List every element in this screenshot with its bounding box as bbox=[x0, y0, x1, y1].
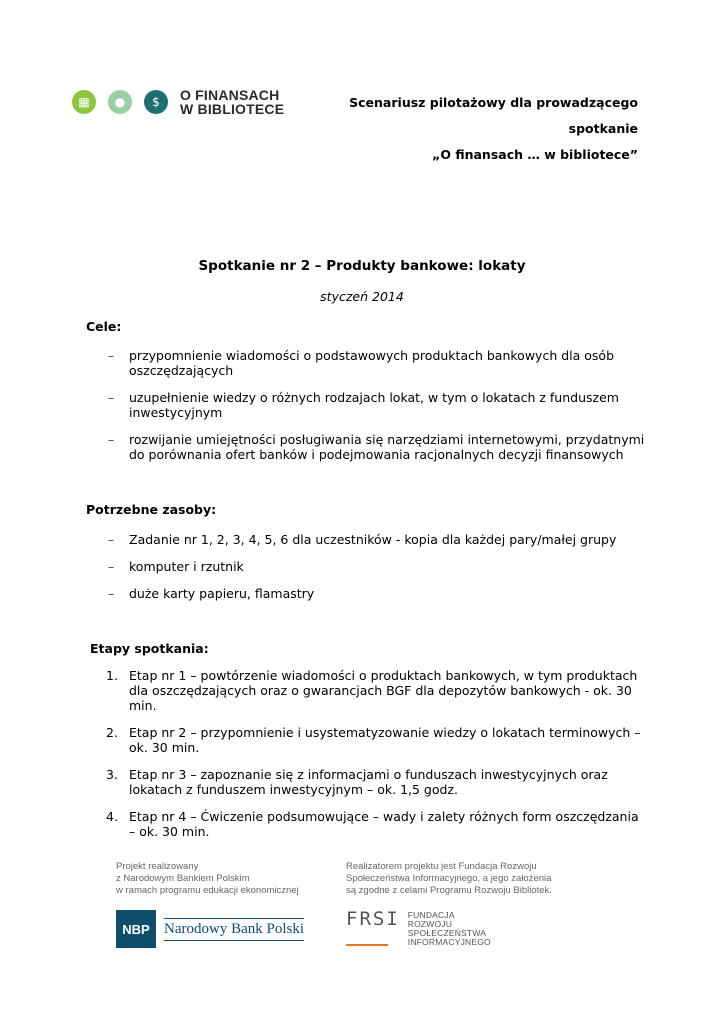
calculator-icon: ▦ bbox=[72, 90, 96, 114]
list-item-number: 1. bbox=[106, 668, 118, 683]
list-item: – komputer i rzutnik bbox=[86, 559, 646, 574]
frsi-line3: SPOŁECZEŃSTWA bbox=[407, 928, 487, 938]
frsi-text bbox=[408, 911, 491, 947]
goals-list bbox=[86, 348, 646, 462]
document-date: styczeń 2014 bbox=[320, 289, 404, 304]
list-item-number: 3. bbox=[106, 767, 118, 782]
list-item-text: Etap nr 3 – zapoznanie się z informacjami o funduszach inwestycyjnych oraz lokatach z funduszem inwestycyjnym – ok. 1,5 godz. bbox=[129, 767, 608, 797]
piggy-bank-icon: ● bbox=[108, 90, 132, 114]
frsi-logo bbox=[346, 908, 491, 947]
frsi-mark bbox=[346, 908, 400, 930]
list-item-number: 2. bbox=[106, 725, 118, 740]
project-logo bbox=[72, 88, 284, 116]
logo-text-line2: W BIBLIOTECE bbox=[180, 101, 285, 117]
nbp-abbr: NBP bbox=[116, 910, 156, 948]
footer-right-line3: są zgodne z celami Programu Rozwoju Bibliotek. bbox=[346, 885, 552, 896]
logo-text-line1: O FINANSACH bbox=[180, 87, 280, 103]
nbp-logo bbox=[116, 910, 304, 948]
list-item: – rozwijanie umiejętności posługiwania się narzędziami internetowymi, przydatnymi do porównania ofert banków i podejmowania racjonalnych decyzji finansowych bbox=[86, 432, 646, 462]
footer-right-line2: Społeczeństwa Informacyjnego, a jego założenia bbox=[346, 873, 552, 884]
footer-left-text bbox=[116, 861, 299, 897]
frsi-line4: INFORMACYJNEGO bbox=[407, 937, 491, 947]
list-item bbox=[86, 725, 646, 755]
footer-left-line3: w ramach programu edukacji ekonomicznej bbox=[116, 885, 299, 896]
list-item bbox=[86, 767, 646, 797]
goals-heading: Cele: bbox=[86, 319, 122, 334]
frsi-abbr: FRSI bbox=[346, 908, 400, 930]
frsi-accent-bar bbox=[346, 944, 388, 946]
header-line3: „O finansach … w bibliotece” bbox=[432, 147, 638, 162]
list-item bbox=[86, 809, 646, 839]
list-item bbox=[86, 668, 646, 713]
frsi-line1: FUNDACJA bbox=[407, 910, 455, 920]
list-item-text: Etap nr 1 – powtórzenie wiadomości o produktach bankowych, w tym produktach dla oszczędzających oraz o gwarancjach BGF dla depozytów bankowych - ok. 30 min. bbox=[129, 668, 638, 713]
document-header bbox=[349, 90, 638, 168]
list-item: – uzupełnienie wiedzy o różnych rodzajach lokat, w tym o lokatach z funduszem inwestycyjnym bbox=[86, 390, 646, 420]
logo-text bbox=[180, 88, 284, 116]
nbp-name: Narodowy Bank Polski bbox=[164, 918, 304, 941]
list-item: – duże karty papieru, flamastry bbox=[86, 586, 646, 601]
footer-right-text bbox=[346, 861, 552, 897]
list-item-text: Etap nr 2 – przypomnienie i usystematyzowanie wiedzy o lokatach terminowych – ok. 30 min. bbox=[129, 725, 641, 755]
list-item: – Zadanie nr 1, 2, 3, 4, 5, 6 dla uczestników - kopia dla każdej pary/małej grupy bbox=[86, 532, 646, 547]
list-item-number: 4. bbox=[106, 809, 118, 824]
footer-left-line2: z Narodowym Bankiem Polskim bbox=[116, 873, 250, 884]
header-line2: spotkanie bbox=[568, 121, 638, 136]
footer-right-line1: Realizatorem projektu jest Fundacja Rozwoju bbox=[346, 861, 537, 872]
stages-list bbox=[86, 668, 646, 839]
footer-left-line1: Projekt realizowany bbox=[116, 861, 199, 872]
header-line1: Scenariusz pilotażowy dla prowadzącego bbox=[349, 95, 638, 110]
list-item: – przypomnienie wiadomości o podstawowych produktach bankowych dla osób oszczędzających bbox=[86, 348, 646, 378]
coin-icon: $ bbox=[144, 90, 168, 114]
frsi-line2: ROZWOJU bbox=[407, 919, 453, 929]
list-item-text: Etap nr 4 – Ćwiczenie podsumowujące – wady i zalety różnych form oszczędzania – ok. 30 min. bbox=[129, 809, 639, 839]
stages-heading: Etapy spotkania: bbox=[90, 641, 209, 656]
page-title: Spotkanie nr 2 – Produkty bankowe: lokaty bbox=[198, 258, 526, 274]
resources-list bbox=[86, 532, 646, 601]
resources-heading: Potrzebne zasoby: bbox=[86, 502, 217, 517]
